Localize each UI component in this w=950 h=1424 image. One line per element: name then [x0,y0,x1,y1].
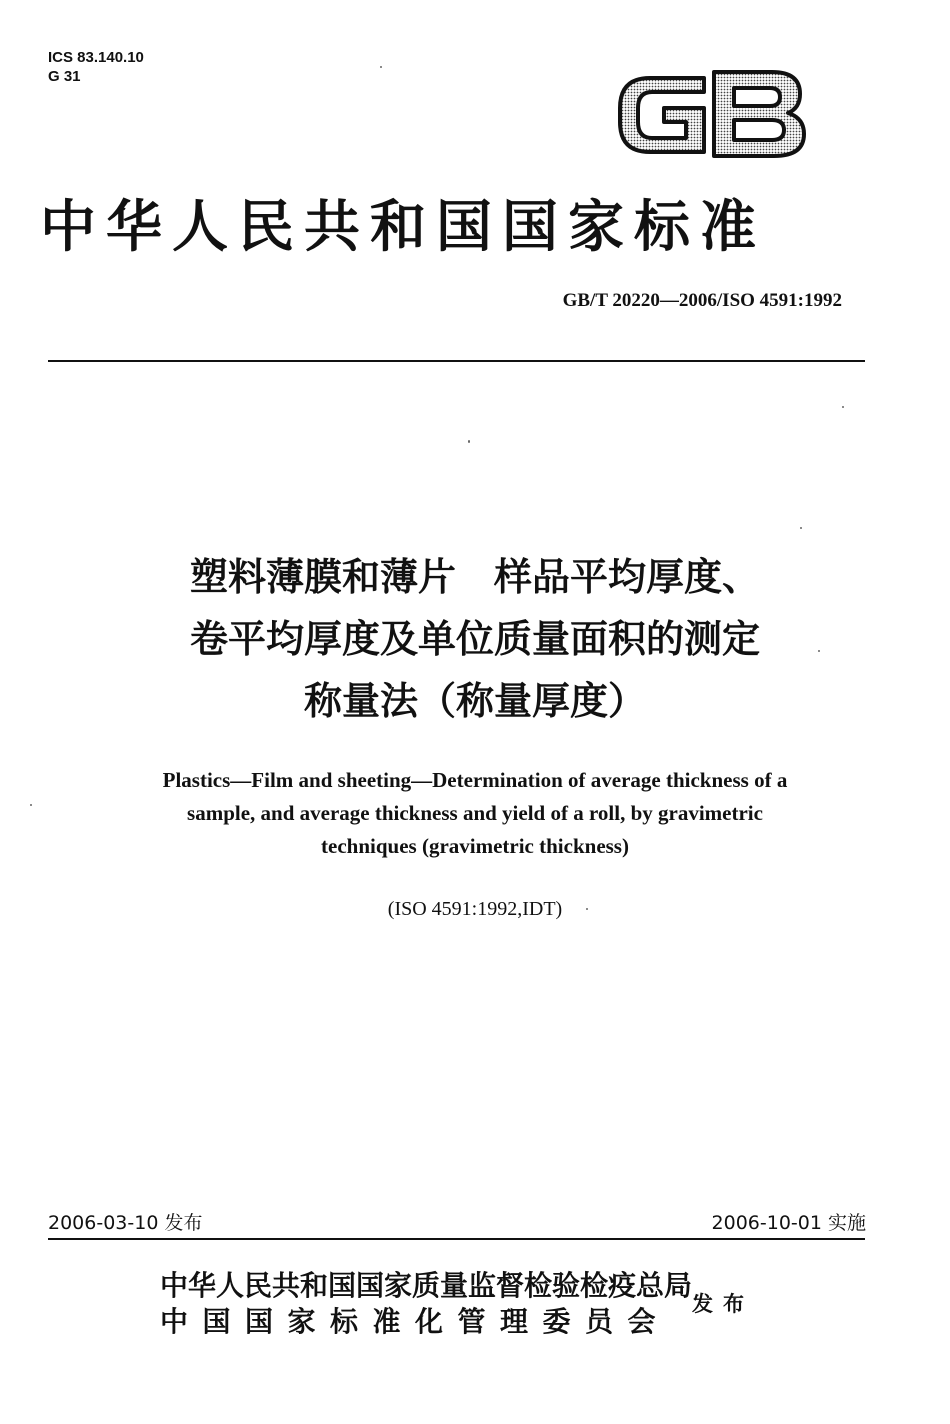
issuer-aqsiq: 中华人民共和国国家质量监督检验检疫总局 [160,1269,693,1302]
gb-logo-icon [612,64,810,162]
title-english-line-3: techniques (gravimetric thickness) [321,834,629,858]
issue-date: 2006-03-10 发布 [48,1212,203,1234]
title-chinese-line-1: 塑料薄膜和薄片 样品平均厚度、 [189,555,760,599]
standard-number: GB/T 20220—2006/ISO 4591:1992 [562,290,842,311]
title-chinese-line-3: 称量法（称量厚度） [303,679,646,723]
scan-speck [468,440,470,443]
title-english-line-2: sample, and average thickness and yield of a roll, by gravimetric [187,801,763,825]
title-chinese [40,546,910,732]
ics-code: ICS 83.140.10 [48,49,144,66]
title-english-line-1: Plastics—Film and sheeting—Determination of average thickness of a [162,768,788,792]
scan-speck [818,650,820,652]
scan-speck [380,66,382,68]
issuer-sac: 中国国家标准化管理委员会 [160,1305,671,1338]
publish-label: 发布 [692,1292,754,1316]
iso-reference: (ISO 4591:1992,IDT) [387,898,563,920]
ccs-code: G 31 [48,68,81,85]
header-divider [48,360,865,362]
national-standard-title: 中华人民共和国国家标准 [40,194,766,260]
scan-speck [800,527,802,529]
scan-speck [586,908,588,910]
scan-speck [842,406,844,408]
title-english [60,764,890,863]
effective-date: 2006-10-01 实施 [711,1212,866,1234]
title-chinese-line-2: 卷平均厚度及单位质量面积的测定 [189,617,760,661]
classification-codes [48,48,144,86]
footer-divider [48,1238,865,1240]
issuing-authorities [160,1268,692,1340]
scan-speck [30,804,32,806]
